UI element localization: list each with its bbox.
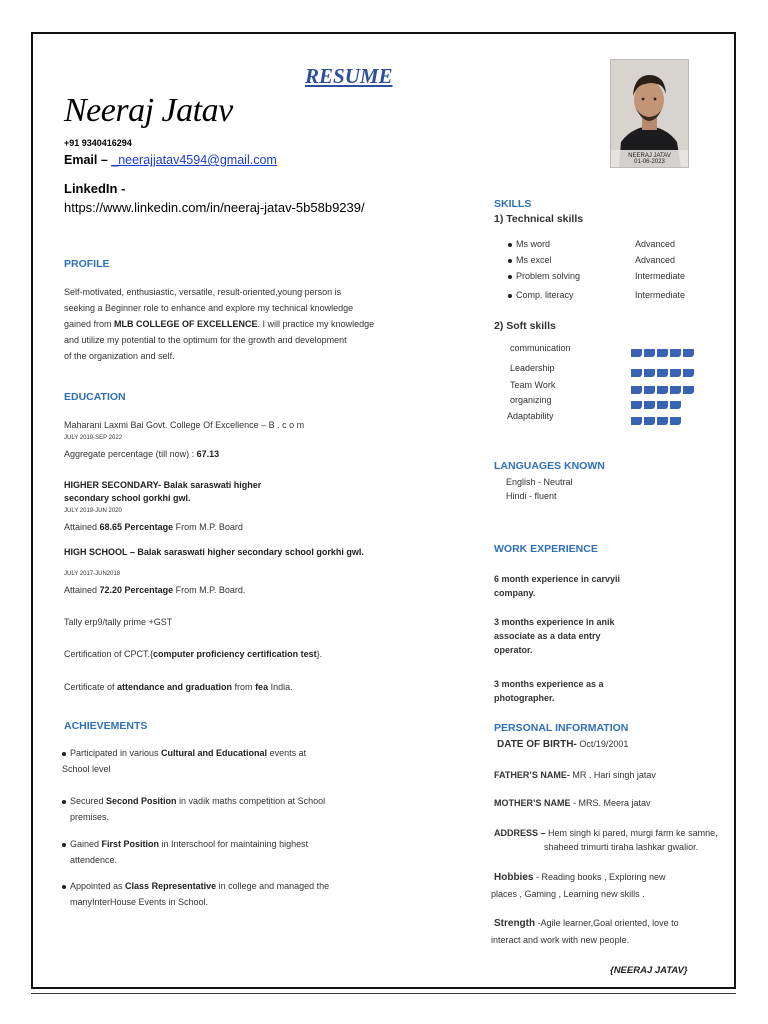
rating-square-icon [644,349,655,357]
rating-square-icon [631,349,642,357]
soft-skills-heading: 2) Soft skills [494,320,556,332]
languages-list [506,475,573,503]
languages-heading: LANGUAGES KNOWN [494,460,605,472]
bullet-icon [62,843,66,847]
technical-skill-row [508,271,580,281]
soft-skill-name: Leadership [510,363,555,373]
signature: {NEERAJ JATAV} [610,965,688,976]
photo-caption-date: 01-06-2023 [634,159,665,165]
fea-certification: Certificate of attendance and graduation from fea India. [64,682,293,692]
profile-line: of the organization and self. [64,351,175,361]
profile-text [64,284,374,364]
achievements-heading: ACHIEVEMENTS [64,720,148,732]
technical-skill-level: Intermediate [635,290,686,300]
phone-number: +91 9340416294 [64,138,132,148]
college-aggregate: Aggregate percentage (till now) : 67.13 [64,449,220,459]
rating-square-icon [670,349,681,357]
work-experience-heading: WORK EXPERIENCE [494,543,598,555]
photo-caption-name: NEERAJ JATAV [628,153,671,159]
email-label: Email – [64,153,112,167]
rating-square-icon [657,386,668,394]
high-school-result: Attained 72.20 Percentage From M.P. Board. [64,585,246,595]
photo-caption [611,153,688,165]
higher-secondary-result: Attained 68.65 Percentage From M.P. Board [64,522,243,532]
higher-secondary-dates: JULY 2019-JUN 2020 [64,508,122,514]
soft-skill-rating [631,412,683,430]
bullet-icon [508,243,512,247]
rating-square-icon [683,369,694,377]
rating-square-icon [657,417,668,425]
personal-info-heading: PERSONAL INFORMATION [494,722,629,734]
email-line [64,153,277,167]
rating-square-icon [657,349,668,357]
technical-skill-level: Advanced [635,255,676,265]
higher-secondary-title: HIGHER SECONDARY- Balak saraswati higher secondary school gorkhi gwl. [64,480,262,503]
technical-skill-name: Ms excel [516,255,552,265]
linkedin-url[interactable]: https://www.linkedin.com/in/neeraj-jatav-5b58b9239/ [64,200,365,215]
soft-skill-rating [631,344,696,362]
bullet-icon [508,275,512,279]
profile-line: gained from MLB COLLEGE OF EXCELLENCE. I will practice my knowledge [64,319,375,329]
soft-skill-name: organizing [510,395,552,405]
soft-skill-rating [631,364,696,382]
fathers-name: FATHER’S NAME- MR . Hari singh jatav [494,770,656,780]
rating-square-icon [631,369,642,377]
bullet-icon [508,294,512,298]
college-name-bold: MLB COLLEGE OF EXCELLENCE [114,319,258,329]
soft-skill-name: Adaptability [507,411,554,421]
language-item: Hindi - fluent [506,491,557,501]
rating-square-icon [670,417,681,425]
rating-square-icon [683,349,694,357]
education-heading: EDUCATION [64,391,126,403]
college-dates: JULY 2019-SEP 2022 [64,435,123,441]
rating-square-icon [631,417,642,425]
cpct-certification: Certification of CPCT.{computer proficiency certification test}. [64,649,323,659]
high-school-dates: JULY 2017-JUN2018 [64,571,121,577]
person-portrait-icon [611,60,688,167]
college-line: Maharani Laxmi Bai Govt. College Of Excellence – B . c o m [64,420,305,430]
bullet-icon [62,800,66,804]
work-item: 6 month experience in carvyii company. [494,574,621,598]
technical-skill-name: Ms word [516,239,551,249]
technical-skill-name: Comp. literacy [516,290,574,300]
achievement-item: Secured Second Position in vadik maths competition at School premises. [62,793,325,825]
strength: Strength -Agile learner,Goal oriented, love to interact and work with new people. [491,918,679,945]
linkedin-label: LinkedIn - [64,181,126,196]
profile-photo [610,59,689,168]
high-school-title: HIGH SCHOOL – Balak saraswati higher secondary school gorkhi gwl. [64,547,364,557]
candidate-name: Neeraj Jatav [64,92,233,129]
rating-square-icon [644,401,655,409]
technical-skill-row [508,290,574,300]
achievement-item: Appointed as Class Representative in college and managed the manyInterHouse Events in School. [62,878,329,910]
technical-skill-level: Intermediate [635,271,686,281]
work-item: 3 months experience as a photographer. [494,679,604,703]
profile-line: Self-motivated, enthusiastic, versatile, result-oriented,young person is [64,287,342,297]
tally-certification: Tally erp9/tally prime +GST [64,617,173,627]
soft-skill-name: Team Work [510,380,556,390]
bullet-icon [508,259,512,263]
email-link[interactable]: _neerajjatav4594@gmail.com [111,153,277,167]
date-of-birth: DATE OF BIRTH- Oct/19/2001 [497,739,629,750]
bullet-icon [62,752,66,756]
address: ADDRESS – Hem singh ki pared, murgi farm ke samne, shaheed trimurti tiraha lashkar gwalior. [494,828,718,852]
technical-skill-name: Problem solving [516,271,581,281]
skills-heading: SKILLS [494,198,532,210]
work-item: 3 months experience in anik associate as a data entry operator. [494,617,615,655]
technical-skill-row [508,255,552,265]
rating-square-icon [683,386,694,394]
mothers-name: MOTHER’S NAME - MRS. Meera jatav [494,798,651,808]
rating-square-icon [644,417,655,425]
achievement-item: Participated in various Cultural and Educational events at School level [62,748,307,774]
bottom-divider [31,993,736,994]
hobbies: Hobbies - Reading books , Exploring new places , Gaming , Learning new skills . [491,872,666,899]
rating-square-icon [631,386,642,394]
rating-square-icon [670,386,681,394]
technical-skill-level: Advanced [635,239,676,249]
rating-square-icon [670,401,681,409]
rating-square-icon [644,369,655,377]
rating-square-icon [670,369,681,377]
rating-square-icon [657,401,668,409]
technical-skill-row [508,239,550,249]
rating-square-icon [644,386,655,394]
language-item: English - Neutral [506,477,573,487]
profile-heading: PROFILE [64,258,110,270]
profile-line: and utilize my potential to the optimum for the growth and development [64,335,347,345]
soft-skill-name: communication [510,343,571,353]
rating-square-icon [631,401,642,409]
rating-square-icon [657,369,668,377]
profile-line: seeking a Beginner role to enhance and explore my technical knowledge [64,303,354,313]
resume-title: RESUME [305,64,393,88]
technical-skills-heading: 1) Technical skills [494,213,584,225]
bullet-icon [62,885,66,889]
achievement-item: Gained First Position in Interschool for maintaining highest attendence. [62,836,308,868]
